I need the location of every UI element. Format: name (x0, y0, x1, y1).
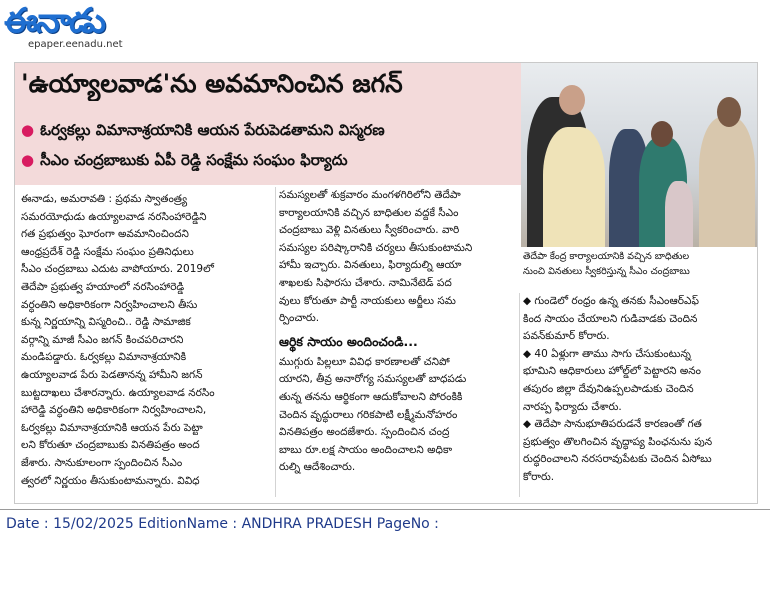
text-line: పవన్‌కుమార్ కోరారు. (523, 330, 610, 343)
text-line: యారని, తీవ్ర అనారోగ్య సమస్యలతో బాధపడు (279, 373, 467, 386)
column-divider (275, 187, 276, 497)
text-line: ఉయ్యాలవాడ పేరు పెడతానన్న హామీని జగన్ (21, 368, 203, 381)
pink-bullet-icon: ● (21, 151, 35, 169)
news-photo (521, 63, 757, 247)
eenadu-logo: ఈనాడు (4, 1, 105, 41)
edition-info: Date : 15/02/2025 EditionName : ANDHRA PRADESH PageNo : (6, 516, 439, 532)
text-line: తపురం జిల్లా దేవునిఉప్పలపాడుకు చెందిన (523, 382, 694, 395)
text-line: జేశారు. సానుకూలంగా స్పందించిన సీఎం (21, 456, 183, 469)
text-line: గత ప్రభుత్వం ఘోరంగా అవమానించిందని (21, 228, 189, 241)
headline-box (15, 63, 521, 185)
photo-figure (699, 117, 755, 247)
text-line: కోరారు. (523, 470, 555, 483)
text-line: హామీ ఇచ్చారు. వినతులు, ఫిర్యాదుల్ని ఆయా (279, 259, 462, 272)
text-line: ◆ గుండెలో రంధ్రం ఉన్న తనకు సీఎంఆర్ఎఫ్ (523, 295, 699, 307)
text-line: తెదేపా ప్రభుత్వ హయాంలో నరసింహారెడ్డి (21, 280, 185, 293)
photo-figure (665, 181, 693, 247)
masthead (4, 2, 144, 54)
text-line: రుద్ధరించాలని నరసరావుపేటకు చెందిన ఏసోబు (523, 453, 712, 466)
text-line: సమస్యల పరిష్కారానికి చర్యలు తీసుకుంటామని (279, 241, 473, 254)
text-line: ఈనాడు, అమరావతి : ప్రథమ స్వాతంత్ర్య (21, 193, 188, 205)
text-line: నారప్ప ఫిర్యాదు చేశారు. (523, 400, 622, 413)
photo-head (717, 97, 741, 127)
text-line: చెందిన వృద్ధురాలు గరికపాటి లక్ష్మీమనోహరం (279, 408, 458, 421)
text-line: రుల్ని ఆదేశించారు. (279, 461, 356, 474)
photo-caption (523, 249, 755, 279)
text-line: సమస్యలతో శుక్రవారం మంగళగిరిలోని తెదేపా (279, 189, 461, 201)
column-divider (519, 293, 520, 497)
text-line: కున్న నిర్ణయాన్ని విస్మరించి.. రెడ్డి సామాజిక (21, 316, 191, 329)
caption-line: తెదేపా కేంద్ర కార్యాలయానికి వచ్చిన బాధితుల (523, 251, 690, 262)
text-line: సమరయోధుడు ఉయ్యాలవాడ నరసింహారెడ్డిని (21, 210, 207, 223)
text-line: చంద్రబాబు వెళ్లి వినతులు స్వీకరించారు. వారి (279, 224, 460, 237)
text-line: సీఎం చంద్రబాబు ఎదుట వాపోయారు. 2019లో (21, 263, 214, 276)
text-line: బాబు రూ.లక్ష సాయం అందించాలని అధికా (279, 443, 453, 456)
news-clipping (14, 62, 758, 504)
text-line: లని కోరుతూ చంద్రబాబుకు వినతిపత్రం అంద (21, 439, 200, 452)
article-column-2 (279, 187, 515, 477)
article-headline: 'ఉయ్యాలవాడ'ను అవమానించిన జగన్ (21, 69, 403, 98)
article-column-3 (523, 293, 753, 487)
text-line: వర్గాన్ని మాజీ సీఎం జగన్ కించపరిచారని (21, 333, 184, 346)
text-line: ఓర్వకల్లు విమానాశ్రయానికి ఆయన పేరు పెట్టా (21, 421, 203, 434)
photo-figure (543, 127, 605, 247)
text-line: తున్న తనను ఆర్థికంగా ఆదుకోవాలని పోరంకికి (279, 390, 463, 403)
text-line: ◆ 40 ఏళ్లుగా తాము సాగు చేసుకుంటున్న (523, 347, 691, 360)
subhead-1-text: ఓర్వకల్లు విమానాశ్రయానికి ఆయన పేరుపెడతామని విస్మరణ (40, 121, 385, 139)
caption-line: నుంచి వినతులు స్వీకరిస్తున్న సీఎం చంద్రబాబు (523, 266, 690, 277)
subhead-1 (21, 119, 517, 141)
text-line: కింద సాయం చేయాలని గుడివాడకు చెందిన (523, 312, 698, 325)
text-line: కార్యాలయానికి వచ్చిన బాధితుల వద్దకే సీఎం (279, 206, 459, 219)
text-line: ప్రభుత్వం తొలగించిన వృద్ధాప్య పింఛనును పున (523, 435, 713, 448)
text-line: ర్పించారు. (279, 312, 320, 325)
article-column-1 (21, 191, 273, 490)
text-line: వులు కోరుతూ పార్టీ నాయకులు అర్జీలు సమ (279, 294, 456, 307)
column-subhead: ఆర్థిక సాయం అందించండి... (279, 333, 418, 349)
pink-bullet-icon: ● (21, 121, 35, 139)
text-line: త్వరలో నిర్ణయం తీసుకుంటామన్నారు. వివిధ (21, 474, 200, 487)
photo-head (651, 121, 673, 147)
subhead-2-text: సీఎం చంద్రబాబుకు ఏపీ రెడ్డి సంక్షేమ సంఘం ఫిర్యాదు (40, 151, 348, 169)
text-line: వినతిపత్రం అందజేశారు. స్పందించిన చంద్ర (279, 426, 450, 439)
subhead-2 (21, 149, 517, 171)
photo-head (559, 85, 585, 115)
text-line: బుట్టదాఖలు చేశారన్నారు. ఉయ్యాలవాడ నరసిం (21, 386, 215, 399)
text-line: శాఖలకు సిఫారసు చేశారు. నామినేటెడ్ పద (279, 276, 452, 289)
epaper-url: epaper.eenadu.net (28, 39, 123, 50)
text-line: ◆ తెదేపా సానుభూతిపరుడనే కారణంతో గత (523, 418, 702, 431)
text-line: ఆంధ్రప్రదేశ్ రెడ్డి సంక్షేమ సంఘం ప్రతినిధులు (21, 245, 194, 258)
text-line: ముగ్గురు పిల్లలూ వివిధ కారణాలతో చనిపో (279, 355, 450, 368)
text-line: మండిపడ్డారు. ఓర్వకల్లు విమానాశ్రయానికి (21, 351, 187, 364)
text-line: హారెడ్డి వర్ధంతిని అధికారికంగా నిర్వహించాలని, (21, 404, 207, 417)
text-line: భూమిని ఆధికారులు హోల్డ్‌లో పెట్టారని అనం (523, 365, 701, 378)
text-line: వర్ధంతిని అధికారికంగా నిర్వహించాలని తీసు (21, 298, 198, 311)
edition-footer (0, 509, 770, 532)
